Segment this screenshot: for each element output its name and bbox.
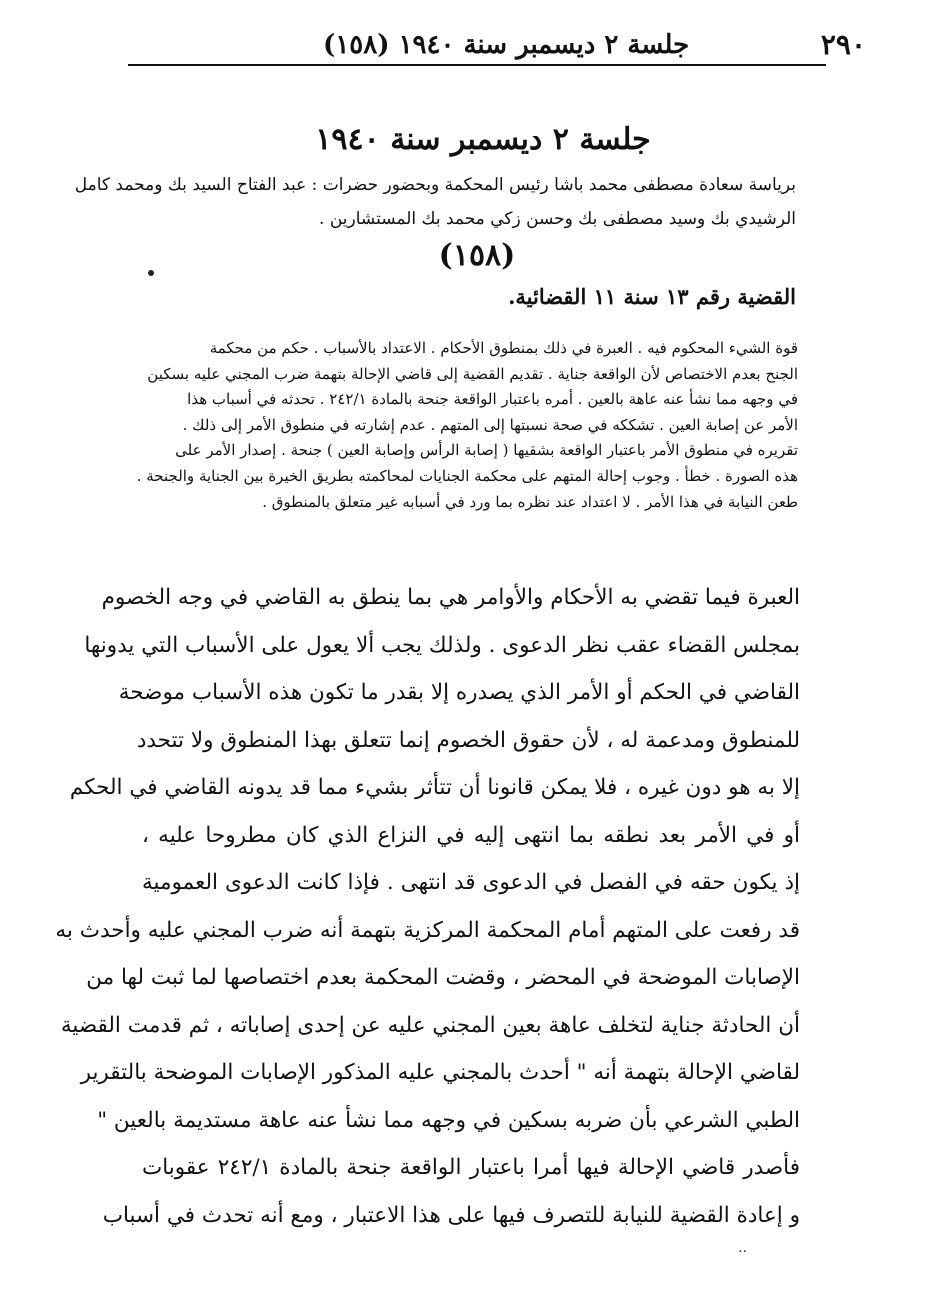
body-line: القاضي في الحكم أو الأمر الذي يصدره إلا بقدر ما تكون هذه الأسباب موضحة: [118, 680, 800, 705]
body-line: لقاضي الإحالة بتهمة أنه " أحدث بالمجني عليه المذكور الإصابات الموضحة بالتقرير: [80, 1060, 800, 1085]
body-line: الطبي الشرعي بأن ضربه بسكين في وجهه مما نشأ عنه عاهة مستديمة بالعين ": [97, 1107, 800, 1133]
case-reference: القضية رقم ١٣ سنة ١١ القضائية.: [508, 284, 796, 309]
body-line: أن الحادثة جناية لتخلف عاهة بعين المجني عليه عن إحدى إصاباته ، ثم قدمت القضية: [60, 1012, 800, 1038]
body-line: فأصدر قاضي الإحالة فيها أمرا باعتبار الواقعة جنحة بالمادة ٢٤٢/١ عقوبات: [142, 1155, 800, 1180]
session-title: جلسة ٢ ديسمبر سنة ١٩٤٠: [315, 122, 651, 157]
headnote-summary: [136, 336, 798, 515]
headnote-line: هذه الصورة . خطأ . وجوب إحالة المتهم على محكمة الجنايات لمحاكمته بطريق الخيرة بين الجناية والجنحة .: [136, 466, 798, 485]
body-line: للمنطوق ومدعمة له ، لأن حقوق الخصوم إنما تتعلق بهذا المنطوق ولا تتحدد: [136, 727, 800, 753]
body-line: و إعادة القضية للنيابة للتصرف فيها على هذا الاعتبار ، ومع أنه تحدث في أسباب: [102, 1202, 800, 1228]
running-title: جلسة ٢ ديسمبر سنة ١٩٤٠ (١٥٨): [323, 30, 690, 60]
court-composition: [74, 168, 796, 236]
headnote-line: تقريره في منطوق الأمر باعتبار الواقعة بشقيها ( إصابة الرأس وإصابة العين ) جنحة . إصدار الأمر على: [175, 441, 798, 460]
body-line: إلا به هو دون غيره ، فلا يمكن قانونا أن تتأثر بشيء مما قد يدونه القاضي في الحكم: [69, 775, 800, 800]
page-number: ٢٩٠: [820, 28, 866, 61]
headnote-line: طعن النيابة في هذا الأمر . لا اعتداد عند نظره بما ورد في أسبابه غير متعلق بالمنطوق .: [262, 492, 798, 511]
body-line: الإصابات الموضحة في المحضر ، وقضت المحكمة بعدم اختصاصها لما ثبت لها من: [86, 965, 800, 990]
footer-mark: ..: [738, 1240, 747, 1256]
body-line: العبرة فيما تقضي به الأحكام والأوامر هي بما ينطق به القاضي في وجه الخصوم: [101, 585, 800, 610]
composition-line: برياسة سعادة مصطفى محمد باشا رئيس المحكمة وبحضور حضرات : عبد الفتاح السيد بك ومحمد كامل: [74, 175, 796, 195]
headnote-line: قوة الشيء المحكوم فيه . العبرة في ذلك بمنطوق الأحكام . الاعتداد بالأسباب . حكم من محكمة: [209, 339, 798, 357]
headnote-line: في وجهه مما نشأ عنه عاهة بالعين . أمره باعتبار الواقعة جنحة بالمادة ٢٤٢/١ . تحدثه في أسباب هذا: [187, 390, 798, 409]
judgment-body: [55, 574, 800, 1239]
running-header: [128, 28, 866, 66]
body-line: قد رفعت على المتهم أمام المحكمة المركزية بتهمة أنه ضرب المجني عليه وأحدث به: [55, 917, 800, 943]
headnote-line: الجنح بعدم الاختصاص لأن الواقعة جناية . تقديم القضية إلى قاضي الإحالة بتهمة ضرب المجني عليه بسكين: [147, 364, 798, 383]
composition-line: الرشيدي بك وسيد مصطفى بك وحسن زكي محمد بك المستشارين .: [319, 209, 796, 229]
body-line: أو في الأمر بعد نطقه بما انتهى إليه في النزاع الذي كان مطروحا عليه ،: [142, 822, 800, 848]
ink-dot: [148, 270, 154, 276]
body-line: بمجلس القضاء عقب نظر الدعوى . ولذلك يجب ألا يعول على الأسباب التي يدونها: [84, 632, 800, 658]
headnote-line: الأمر عن إصابة العين . تشككه في صحة نسبتها إلى المتهم . عدم إشارته في منطوق الأمر إلى ذلك .: [182, 415, 798, 434]
case-number: (١٥٨): [438, 238, 516, 273]
body-line: إذ يكون حقه في الفصل في الدعوى قد انتهى . فإذا كانت الدعوى العمومية: [142, 870, 800, 895]
